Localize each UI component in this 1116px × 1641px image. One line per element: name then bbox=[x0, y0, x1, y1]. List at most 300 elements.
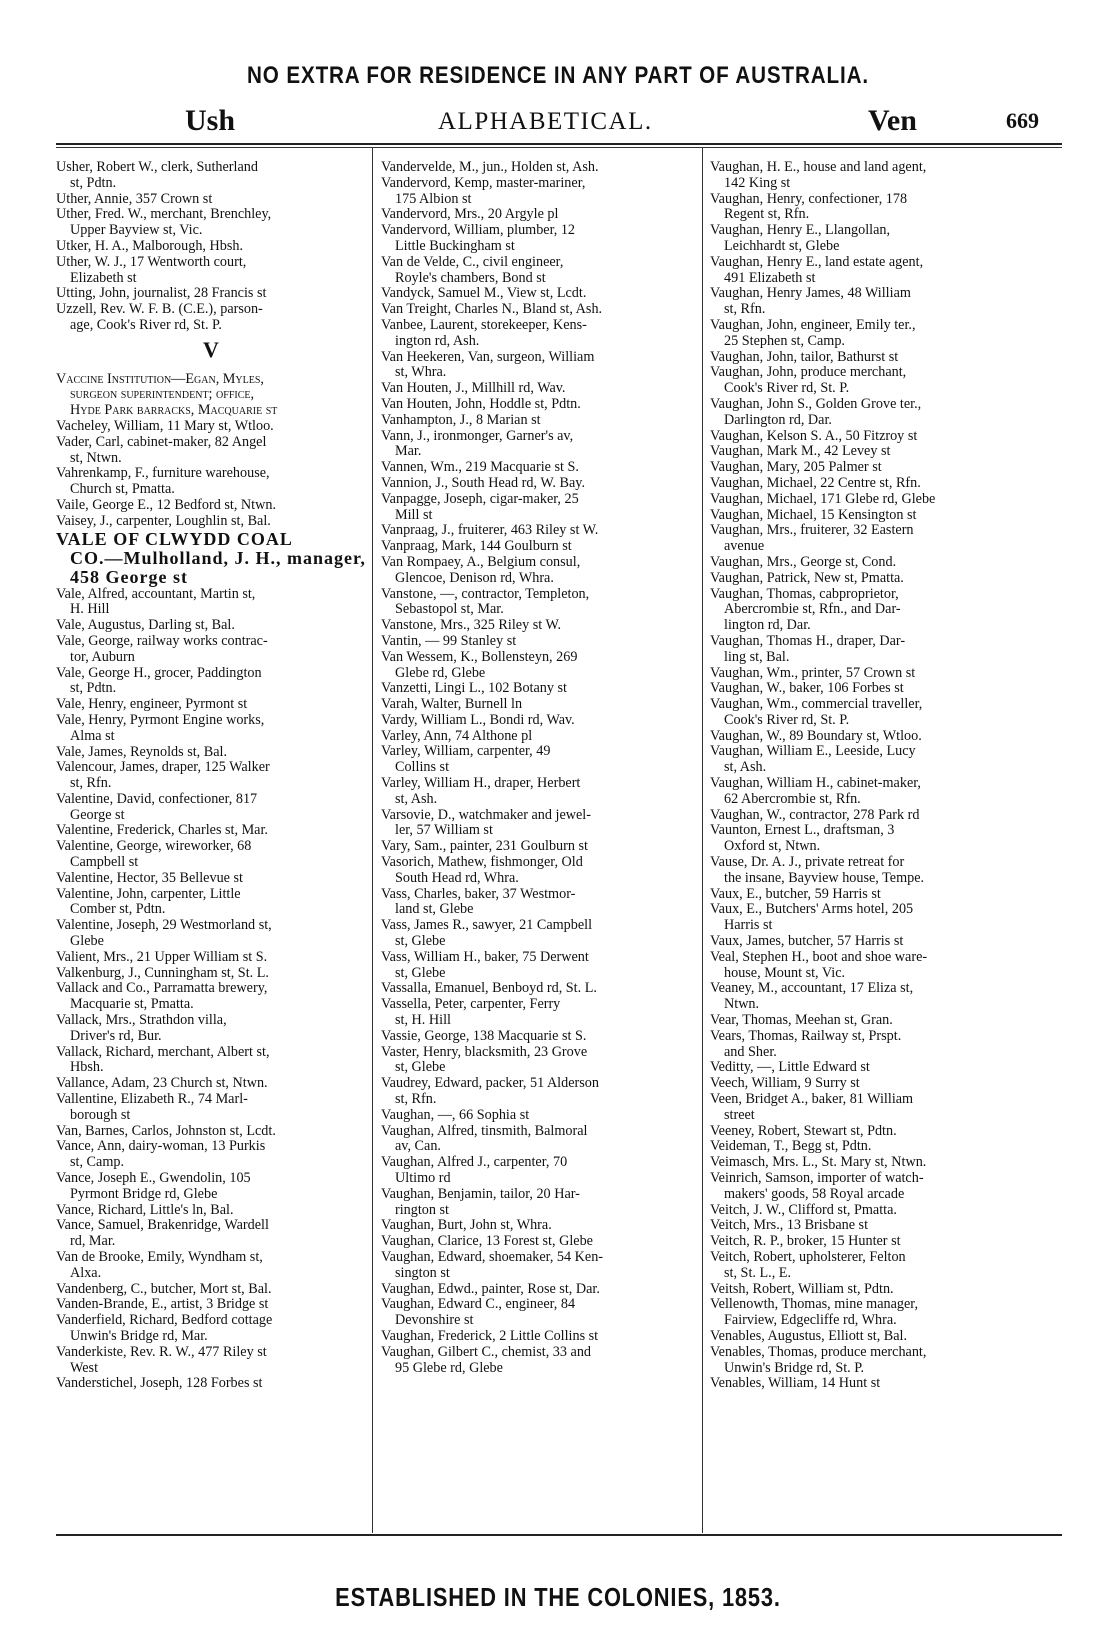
directory-entry bbox=[381, 1234, 696, 1250]
entry-continuation-line: 491 Elizabeth st bbox=[724, 269, 816, 286]
entry-line: Vaughan, Mrs., fruiterer, 32 Eastern bbox=[710, 523, 914, 539]
entry-continuation-line: street bbox=[724, 1106, 755, 1123]
directory-entry bbox=[381, 1076, 696, 1108]
directory-entry bbox=[381, 1187, 696, 1219]
entry-line: Valentine, Frederick, Charles st, Mar. bbox=[56, 823, 268, 839]
directory-entry bbox=[381, 1218, 696, 1234]
entry-continuation-line: Fairview, Edgecliffe rd, Whra. bbox=[724, 1312, 897, 1329]
entry-continuation-line: st, Pdtn. bbox=[70, 680, 117, 697]
entry-line: Veitch, Robert, upholsterer, Felton bbox=[710, 1249, 906, 1265]
entry-continuation-line: the insane, Bayview house, Tempe. bbox=[724, 869, 925, 886]
directory-entry bbox=[710, 1092, 1062, 1124]
directory-entry bbox=[710, 1297, 1062, 1329]
directory-entry bbox=[381, 997, 696, 1029]
entry-line: Vear, Thomas, Meehan st, Gran. bbox=[710, 1013, 893, 1029]
entry-line: Vass, William H., baker, 75 Derwent bbox=[381, 949, 589, 965]
entry-line: Vass, James R., sawyer, 21 Campbell bbox=[381, 918, 593, 934]
entry-line: Vassalla, Emanuel, Benboyd rd, St. L. bbox=[381, 981, 597, 997]
entry-continuation-line: Alxa. bbox=[70, 1264, 102, 1281]
directory-entry bbox=[710, 855, 1062, 887]
entry-line: Valentine, Hector, 35 Bellevue st bbox=[56, 870, 243, 886]
entry-continuation-line: Glebe rd, Glebe bbox=[395, 664, 486, 681]
entry-line: Vanden-Brande, E., artist, 3 Bridge st bbox=[56, 1297, 269, 1313]
entry-continuation-line: st, Pdtn. bbox=[70, 174, 117, 191]
entry-line: Venables, Thomas, produce merchant, bbox=[710, 1344, 927, 1360]
directory-entry bbox=[710, 476, 1062, 492]
directory-entry bbox=[56, 239, 366, 255]
directory-entry bbox=[56, 372, 366, 419]
directory-entry bbox=[56, 871, 366, 887]
directory-entry bbox=[381, 460, 696, 476]
directory-entry bbox=[710, 160, 1062, 192]
directory-entry bbox=[381, 918, 696, 950]
directory-entry bbox=[381, 255, 696, 287]
directory-entry bbox=[710, 823, 1062, 855]
entry-line: V bbox=[203, 336, 219, 362]
entry-line: Van de Brooke, Emily, Wyndham st, bbox=[56, 1250, 263, 1265]
entry-line: Vann, J., ironmonger, Garner's av, bbox=[381, 428, 574, 444]
entry-line: Veditty, —, Little Edward st bbox=[710, 1060, 870, 1076]
entry-line: Vary, Sam., painter, 231 Goulburn st bbox=[381, 839, 588, 855]
column-divider-2 bbox=[702, 148, 703, 1533]
directory-entry bbox=[56, 498, 366, 514]
entry-line: Vaughan, H. E., house and land agent, bbox=[710, 160, 927, 175]
entry-line: Vaccine Institution—Egan, Myles, bbox=[56, 371, 264, 387]
directory-entry bbox=[381, 1045, 696, 1077]
entry-line: Vallack and Co., Parramatta brewery, bbox=[56, 981, 268, 997]
entry-line: Veen, Bridget A., baker, 81 William bbox=[710, 1092, 914, 1108]
entry-line: Vaughan, Henry E., land estate agent, bbox=[710, 254, 924, 270]
directory-entry bbox=[381, 1108, 696, 1124]
entry-line: Vaughan, Thomas, cabproprietor, bbox=[710, 586, 899, 602]
entry-line: Valkenburg, J., Cunningham st, St. L. bbox=[56, 965, 269, 981]
entry-line: Venables, William, 14 Hunt st bbox=[710, 1376, 881, 1392]
entry-line: Vance, Joseph E., Gwendolin, 105 bbox=[56, 1171, 251, 1187]
entry-line: Vaughan, W., 89 Boundary st, Wtloo. bbox=[710, 728, 922, 744]
directory-entry bbox=[381, 950, 696, 982]
entry-continuation-line: Cook's River rd, St. P. bbox=[724, 380, 850, 397]
entry-continuation-line: Collins st bbox=[395, 759, 450, 776]
directory-entry bbox=[710, 1171, 1062, 1203]
entry-continuation-line: borough st bbox=[70, 1106, 131, 1123]
entry-continuation-line: st, Ntwn. bbox=[70, 449, 122, 466]
directory-entry bbox=[56, 419, 366, 435]
entry-line: VALE OF CLWYDD COAL bbox=[56, 529, 293, 549]
entry-continuation-line: George st bbox=[70, 806, 125, 823]
directory-entry bbox=[710, 523, 1062, 555]
directory-entry bbox=[381, 1282, 696, 1298]
entry-line: Vanderfield, Richard, Bedford cottage bbox=[56, 1313, 273, 1329]
entry-line: Vader, Carl, cabinet-maker, 82 Angel bbox=[56, 434, 267, 450]
directory-entry bbox=[381, 176, 696, 208]
entry-line: Vause, Dr. A. J., private retreat for bbox=[710, 855, 905, 871]
entry-continuation-line: Glencoe, Denison rd, Whra. bbox=[395, 569, 554, 586]
entry-line: Vears, Thomas, Railway st, Prspt. bbox=[710, 1028, 902, 1044]
entry-line: Vance, Richard, Little's ln, Bal. bbox=[56, 1202, 234, 1218]
entry-line: Vaughan, Henry, confectioner, 178 bbox=[710, 191, 908, 207]
directory-entry bbox=[710, 429, 1062, 445]
entry-continuation-line: Regent st, Rfn. bbox=[724, 206, 810, 223]
directory-entry bbox=[381, 523, 696, 539]
entry-line: Van Treight, Charles N., Bland st, Ash. bbox=[381, 302, 603, 318]
entry-continuation-line: st, Glebe bbox=[395, 964, 446, 981]
entry-line: Vaughan, Michael, 15 Kensington st bbox=[710, 507, 917, 523]
directory-entry bbox=[381, 729, 696, 745]
entry-continuation-line: Harris st bbox=[724, 917, 773, 934]
directory-entry bbox=[710, 1329, 1062, 1345]
entry-line: Varley, William H., draper, Herbert bbox=[381, 776, 581, 792]
directory-entry bbox=[710, 255, 1062, 287]
directory-entry bbox=[710, 286, 1062, 318]
entry-line: Vanbee, Laurent, storekeeper, Kens- bbox=[381, 317, 587, 333]
directory-entry bbox=[710, 397, 1062, 429]
directory-entry bbox=[56, 1045, 366, 1077]
entry-line: Valentine, David, confectioner, 817 bbox=[56, 791, 258, 807]
directory-entry bbox=[381, 476, 696, 492]
directory-entry bbox=[56, 745, 366, 761]
directory-entry bbox=[710, 223, 1062, 255]
entry-line: Vale, Henry, Pyrmont Engine works, bbox=[56, 712, 265, 728]
entry-continuation-line: tor, Auburn bbox=[70, 648, 135, 665]
entry-continuation-line: 25 Stephen st, Camp. bbox=[724, 332, 845, 349]
entry-line: Vallack, Richard, merchant, Albert st, bbox=[56, 1044, 270, 1060]
entry-line: Vaughan, John, produce merchant, bbox=[710, 365, 907, 381]
entry-line: Veideman, T., Begg st, Pdtn. bbox=[710, 1139, 872, 1155]
directory-entry bbox=[381, 539, 696, 555]
entry-continuation-line: ling st, Bal. bbox=[724, 648, 790, 665]
entry-line: Vandervord, Mrs., 20 Argyle pl bbox=[381, 207, 559, 223]
directory-entry bbox=[56, 587, 366, 619]
entry-continuation-line: st, Rfn. bbox=[724, 301, 766, 318]
entry-continuation-line: H. Hill bbox=[70, 601, 110, 618]
directory-entry bbox=[710, 729, 1062, 745]
entry-continuation-line: Alma st bbox=[70, 727, 115, 744]
directory-entry bbox=[56, 981, 366, 1013]
entry-line: Vaughan, Alfred J., carpenter, 70 bbox=[381, 1155, 568, 1171]
entry-continuation-line: Royle's chambers, Bond st bbox=[395, 269, 546, 286]
entry-continuation-line: Upper Bayview st, Vic. bbox=[70, 222, 203, 239]
directory-entry bbox=[381, 413, 696, 429]
directory-entry bbox=[381, 1297, 696, 1329]
entry-continuation-line: st, H. Hill bbox=[395, 1012, 451, 1029]
entry-line: Veeney, Robert, Stewart st, Pdtn. bbox=[710, 1123, 897, 1139]
entry-line: Vanstone, —, contractor, Templeton, bbox=[381, 586, 590, 602]
directory-entry bbox=[56, 823, 366, 839]
entry-line: Veitch, R. P., broker, 15 Hunter st bbox=[710, 1234, 901, 1250]
directory-entry bbox=[381, 223, 696, 255]
entry-continuation-line: st, Glebe bbox=[395, 1059, 446, 1076]
entry-line: Vaughan, Edward, shoemaker, 54 Ken- bbox=[381, 1249, 604, 1265]
directory-entry bbox=[56, 618, 366, 634]
directory-entry bbox=[710, 1345, 1062, 1377]
entry-line: Valencour, James, draper, 125 Walker bbox=[56, 760, 270, 776]
entry-line: Vance, Samuel, Brakenridge, Wardell bbox=[56, 1218, 269, 1234]
directory-column-1 bbox=[56, 160, 366, 1392]
directory-entry bbox=[381, 1029, 696, 1045]
directory-entry bbox=[381, 1155, 696, 1187]
directory-entry bbox=[56, 207, 366, 239]
directory-entry bbox=[710, 934, 1062, 950]
entry-line: Vaughan, Mrs., George st, Cond. bbox=[710, 554, 897, 570]
directory-entry bbox=[56, 1250, 366, 1282]
directory-entry bbox=[56, 950, 366, 966]
directory-entry bbox=[710, 587, 1062, 634]
entry-continuation-line: avenue bbox=[724, 538, 765, 555]
entry-line: Vaughan, Wm., commercial traveller, bbox=[710, 697, 923, 713]
entry-line: Vanstone, Mrs., 325 Riley st W. bbox=[381, 618, 562, 634]
directory-column-3 bbox=[710, 160, 1062, 1392]
directory-entry bbox=[381, 681, 696, 697]
directory-entry bbox=[710, 1029, 1062, 1061]
entry-line: Vaughan, John, engineer, Emily ter., bbox=[710, 317, 916, 333]
entry-continuation-line: rd, Mar. bbox=[70, 1233, 116, 1250]
entry-line: Veitch, J. W., Clifford st, Pmatta. bbox=[710, 1202, 897, 1218]
entry-line: Vaughan, John S., Golden Grove ter., bbox=[710, 396, 922, 412]
entry-line: Vaisey, J., carpenter, Loughlin st, Bal. bbox=[56, 513, 271, 529]
directory-entry bbox=[710, 318, 1062, 350]
entry-continuation-line: sington st bbox=[395, 1264, 450, 1281]
entry-line: Vandervord, William, plumber, 12 bbox=[381, 223, 576, 239]
entry-line: Vandervord, Kemp, master-mariner, bbox=[381, 175, 586, 191]
directory-entry bbox=[56, 286, 366, 302]
directory-entry bbox=[381, 981, 696, 997]
entry-line: Vaughan, Henry E., Llangollan, bbox=[710, 223, 891, 239]
directory-entry bbox=[56, 255, 366, 287]
entry-line: Vacheley, William, 11 Mary st, Wtloo. bbox=[56, 418, 274, 434]
entry-line: Vallentine, Elizabeth R., 74 Marl- bbox=[56, 1092, 248, 1108]
entry-line: Valentine, John, carpenter, Little bbox=[56, 886, 241, 902]
entry-continuation-line: Devonshire st bbox=[395, 1312, 474, 1329]
entry-continuation-line: South Head rd, Whra. bbox=[395, 869, 519, 886]
entry-line: Vanpraag, Mark, 144 Goulburn st bbox=[381, 539, 572, 555]
section-letter bbox=[56, 334, 366, 372]
directory-entry bbox=[56, 887, 366, 919]
directory-entry bbox=[710, 634, 1062, 666]
directory-entry bbox=[710, 350, 1062, 366]
entry-continuation-line: st, Glebe bbox=[395, 933, 446, 950]
directory-entry bbox=[381, 776, 696, 808]
entry-line: Vassella, Peter, carpenter, Ferry bbox=[381, 997, 561, 1013]
directory-entry bbox=[56, 192, 366, 208]
entry-line: Vaughan, Edward C., engineer, 84 bbox=[381, 1297, 576, 1313]
directory-entry bbox=[56, 760, 366, 792]
entry-line: Varsovie, D., watchmaker and jewel- bbox=[381, 807, 591, 823]
entry-line: Vasorich, Mathew, fishmonger, Old bbox=[381, 855, 583, 871]
entry-line: Vandyck, Samuel M., View st, Lcdt. bbox=[381, 286, 587, 302]
directory-entry bbox=[381, 1124, 696, 1156]
entry-line: Vaughan, W., contractor, 278 Park rd bbox=[710, 807, 920, 823]
entry-continuation-line: st, Ash. bbox=[395, 790, 438, 807]
entry-line: Van de Velde, C., civil engineer, bbox=[381, 254, 564, 270]
directory-entry bbox=[710, 492, 1062, 508]
entry-line: Vassie, George, 138 Macquarie st S. bbox=[381, 1028, 587, 1044]
entry-continuation-line: Mill st bbox=[395, 506, 433, 523]
directory-entry bbox=[381, 650, 696, 682]
directory-entry bbox=[56, 302, 366, 334]
entry-line: Vaughan, Michael, 171 Glebe rd, Glebe bbox=[710, 491, 936, 507]
directory-entry bbox=[56, 697, 366, 713]
entry-line: Vanpraag, J., fruiterer, 463 Riley st W. bbox=[381, 523, 599, 539]
directory-entry bbox=[56, 1092, 366, 1124]
directory-entry bbox=[710, 1076, 1062, 1092]
directory-entry bbox=[710, 1155, 1062, 1171]
entry-continuation-line: lington rd, Dar. bbox=[724, 617, 811, 634]
directory-entry bbox=[710, 666, 1062, 682]
directory-entry bbox=[710, 887, 1062, 903]
directory-column-2 bbox=[381, 160, 696, 1376]
entry-line: Vass, Charles, baker, 37 Westmor- bbox=[381, 886, 576, 902]
directory-entry bbox=[381, 160, 696, 176]
entry-continuation-line: Darlington rd, Dar. bbox=[724, 411, 832, 428]
directory-entry bbox=[710, 365, 1062, 397]
entry-line: Vanderkiste, Rev. R. W., 477 Riley st bbox=[56, 1344, 267, 1360]
directory-entry bbox=[381, 808, 696, 840]
entry-line: Venables, Augustus, Elliott st, Bal. bbox=[710, 1328, 908, 1344]
directory-entry bbox=[381, 887, 696, 919]
entry-line: Vaughan, William H., cabinet-maker, bbox=[710, 776, 921, 792]
directory-entry bbox=[381, 1250, 696, 1282]
entry-line: Vantin, — 99 Stanley st bbox=[381, 633, 517, 649]
entry-continuation-line: Pyrmont Bridge rd, Glebe bbox=[70, 1185, 218, 1202]
directory-entry bbox=[710, 1139, 1062, 1155]
entry-continuation-line: 95 Glebe rd, Glebe bbox=[395, 1359, 503, 1376]
entry-continuation-line: st, Whra. bbox=[395, 364, 447, 381]
directory-entry bbox=[56, 966, 366, 982]
entry-continuation-line: Ultimo rd bbox=[395, 1170, 451, 1186]
entry-line: Valentine, George, wireworker, 68 bbox=[56, 839, 252, 855]
directory-entry bbox=[381, 618, 696, 634]
directory-entry bbox=[381, 587, 696, 619]
directory-entry bbox=[56, 634, 366, 666]
entry-continuation-line: st, St. L., E. bbox=[724, 1264, 792, 1281]
directory-entry bbox=[56, 1282, 366, 1298]
directory-entry bbox=[710, 460, 1062, 476]
entry-line: Vaile, George E., 12 Bedford st, Ntwn. bbox=[56, 497, 276, 513]
entry-continuation-line: Glebe bbox=[70, 933, 104, 950]
entry-continuation-line: West bbox=[70, 1359, 99, 1376]
directory-entry bbox=[381, 697, 696, 713]
entry-line: Varley, Ann, 74 Althone pl bbox=[381, 728, 533, 744]
directory-entry bbox=[710, 776, 1062, 808]
entry-line: Vaughan, Mark M., 42 Levey st bbox=[710, 444, 891, 460]
entry-line: Vaughan, Michael, 22 Centre st, Rfn. bbox=[710, 475, 921, 491]
entry-line: Veitsh, Robert, William st, Pdtn. bbox=[710, 1281, 894, 1297]
entry-continuation-line: CO.—Mulholland, J. H., manager, bbox=[70, 547, 366, 568]
entry-line: Veimasch, Mrs. L., St. Mary st, Ntwn. bbox=[710, 1155, 927, 1171]
column-divider-1 bbox=[372, 148, 373, 1533]
entry-line: Van Houten, John, Hoddle st, Pdtn. bbox=[381, 396, 581, 412]
directory-entry bbox=[710, 571, 1062, 587]
entry-continuation-line: st, Rfn. bbox=[70, 775, 112, 792]
entry-continuation-line: 458 George st bbox=[70, 566, 188, 587]
entry-line: Vale, Augustus, Darling st, Bal. bbox=[56, 618, 235, 634]
entry-line: Vaughan, Wm., printer, 57 Crown st bbox=[710, 665, 916, 681]
entry-continuation-line: Cook's River rd, St. P. bbox=[724, 711, 850, 728]
directory-entry bbox=[56, 1124, 366, 1140]
page-number: 669 bbox=[1006, 108, 1039, 133]
directory-entry bbox=[56, 1139, 366, 1171]
directory-entry bbox=[56, 713, 366, 745]
entry-line: Van Houten, J., Millhill rd, Wav. bbox=[381, 381, 566, 397]
entry-continuation-line: makers' goods, 58 Royal arcade bbox=[724, 1185, 905, 1202]
directory-entry bbox=[56, 1171, 366, 1203]
entry-line: Vandervelde, M., jun., Holden st, Ash. bbox=[381, 160, 599, 175]
directory-entry bbox=[381, 713, 696, 729]
entry-continuation-line: Hbsh. bbox=[70, 1059, 104, 1076]
entry-line: Veaney, M., accountant, 17 Eliza st, bbox=[710, 981, 914, 997]
directory-entry bbox=[710, 981, 1062, 1013]
entry-continuation-line: av, Can. bbox=[395, 1138, 441, 1155]
entry-continuation-line: 62 Abercrombie st, Rfn. bbox=[724, 790, 861, 807]
entry-line: Vaughan, Henry James, 48 William bbox=[710, 286, 911, 302]
entry-line: Veinrich, Samson, importer of watch- bbox=[710, 1171, 924, 1186]
entry-line: Vale, James, Reynolds st, Bal. bbox=[56, 744, 228, 760]
entry-line: Vale, Henry, engineer, Pyrmont st bbox=[56, 697, 248, 713]
entry-continuation-line: ington rd, Ash. bbox=[395, 332, 480, 349]
directory-entry bbox=[710, 1013, 1062, 1029]
directory-entry bbox=[381, 302, 696, 318]
entry-continuation-line: Campbell st bbox=[70, 854, 139, 871]
directory-entry bbox=[56, 1345, 366, 1377]
directory-entry bbox=[56, 1376, 366, 1392]
directory-entry bbox=[710, 1218, 1062, 1234]
directory-entry bbox=[381, 1345, 696, 1377]
entry-line: Valentine, Joseph, 29 Westmorland st, bbox=[56, 918, 272, 934]
directory-entry bbox=[381, 1329, 696, 1345]
entry-continuation-line: house, Mount st, Vic. bbox=[724, 964, 846, 981]
directory-entry bbox=[710, 1282, 1062, 1298]
entry-line: Vaughan, Patrick, New st, Pmatta. bbox=[710, 570, 904, 586]
entry-continuation-line: Unwin's Bridge rd, St. P. bbox=[724, 1359, 865, 1376]
entry-line: Vannion, J., South Head rd, W. Bay. bbox=[381, 475, 585, 491]
directory-entry bbox=[710, 808, 1062, 824]
footer-rule bbox=[56, 1534, 1062, 1536]
entry-line: Vaughan, Mary, 205 Palmer st bbox=[710, 460, 882, 476]
entry-continuation-line: Unwin's Bridge rd, Mar. bbox=[70, 1327, 208, 1344]
page-footer: ESTABLISHED IN THE COLONIES, 1853. bbox=[335, 1582, 781, 1612]
entry-line: Uther, W. J., 17 Wentworth court, bbox=[56, 254, 247, 270]
directory-entry bbox=[381, 397, 696, 413]
directory-entry bbox=[710, 555, 1062, 571]
entry-line: Vaux, E., Butchers' Arms hotel, 205 bbox=[710, 902, 914, 918]
entry-continuation-line: Driver's rd, Bur. bbox=[70, 1027, 162, 1044]
directory-entry bbox=[710, 508, 1062, 524]
entry-continuation-line: land st, Glebe bbox=[395, 901, 474, 918]
entry-line: Valient, Mrs., 21 Upper William st S. bbox=[56, 949, 268, 965]
directory-entry bbox=[56, 839, 366, 871]
directory-entry bbox=[381, 855, 696, 887]
entry-line: Vaughan, Kelson S. A., 50 Fitzroy st bbox=[710, 428, 918, 444]
directory-entry bbox=[381, 381, 696, 397]
entry-line: Van Wessem, K., Bollensteyn, 269 bbox=[381, 649, 578, 665]
page-banner: NO EXTRA FOR RESIDENCE IN ANY PART OF AUSTRALIA. bbox=[247, 62, 869, 89]
entry-continuation-line: Church st, Pmatta. bbox=[70, 481, 175, 498]
directory-entry bbox=[56, 792, 366, 824]
directory-entry bbox=[710, 1124, 1062, 1140]
entry-line: Uther, Annie, 357 Crown st bbox=[56, 191, 213, 207]
directory-entry bbox=[56, 1297, 366, 1313]
entry-line: Vaunton, Ernest L., draftsman, 3 bbox=[710, 823, 895, 839]
entry-line: Vaughan, Clarice, 13 Forest st, Glebe bbox=[381, 1234, 593, 1250]
entry-line: Vaughan, William E., Leeside, Lucy bbox=[710, 744, 916, 760]
entry-line: Vannen, Wm., 219 Macquarie st S. bbox=[381, 460, 579, 476]
entry-line: Vanderstichel, Joseph, 128 Forbes st bbox=[56, 1376, 263, 1392]
directory-entry bbox=[710, 950, 1062, 982]
entry-continuation-line: Hyde Park barracks, Macquarie st bbox=[70, 402, 278, 419]
entry-line: Vaughan, Benjamin, tailor, 20 Har- bbox=[381, 1186, 580, 1202]
entry-line: Vaughan, John, tailor, Bathurst st bbox=[710, 349, 899, 365]
entry-continuation-line: Oxford st, Ntwn. bbox=[724, 838, 821, 855]
